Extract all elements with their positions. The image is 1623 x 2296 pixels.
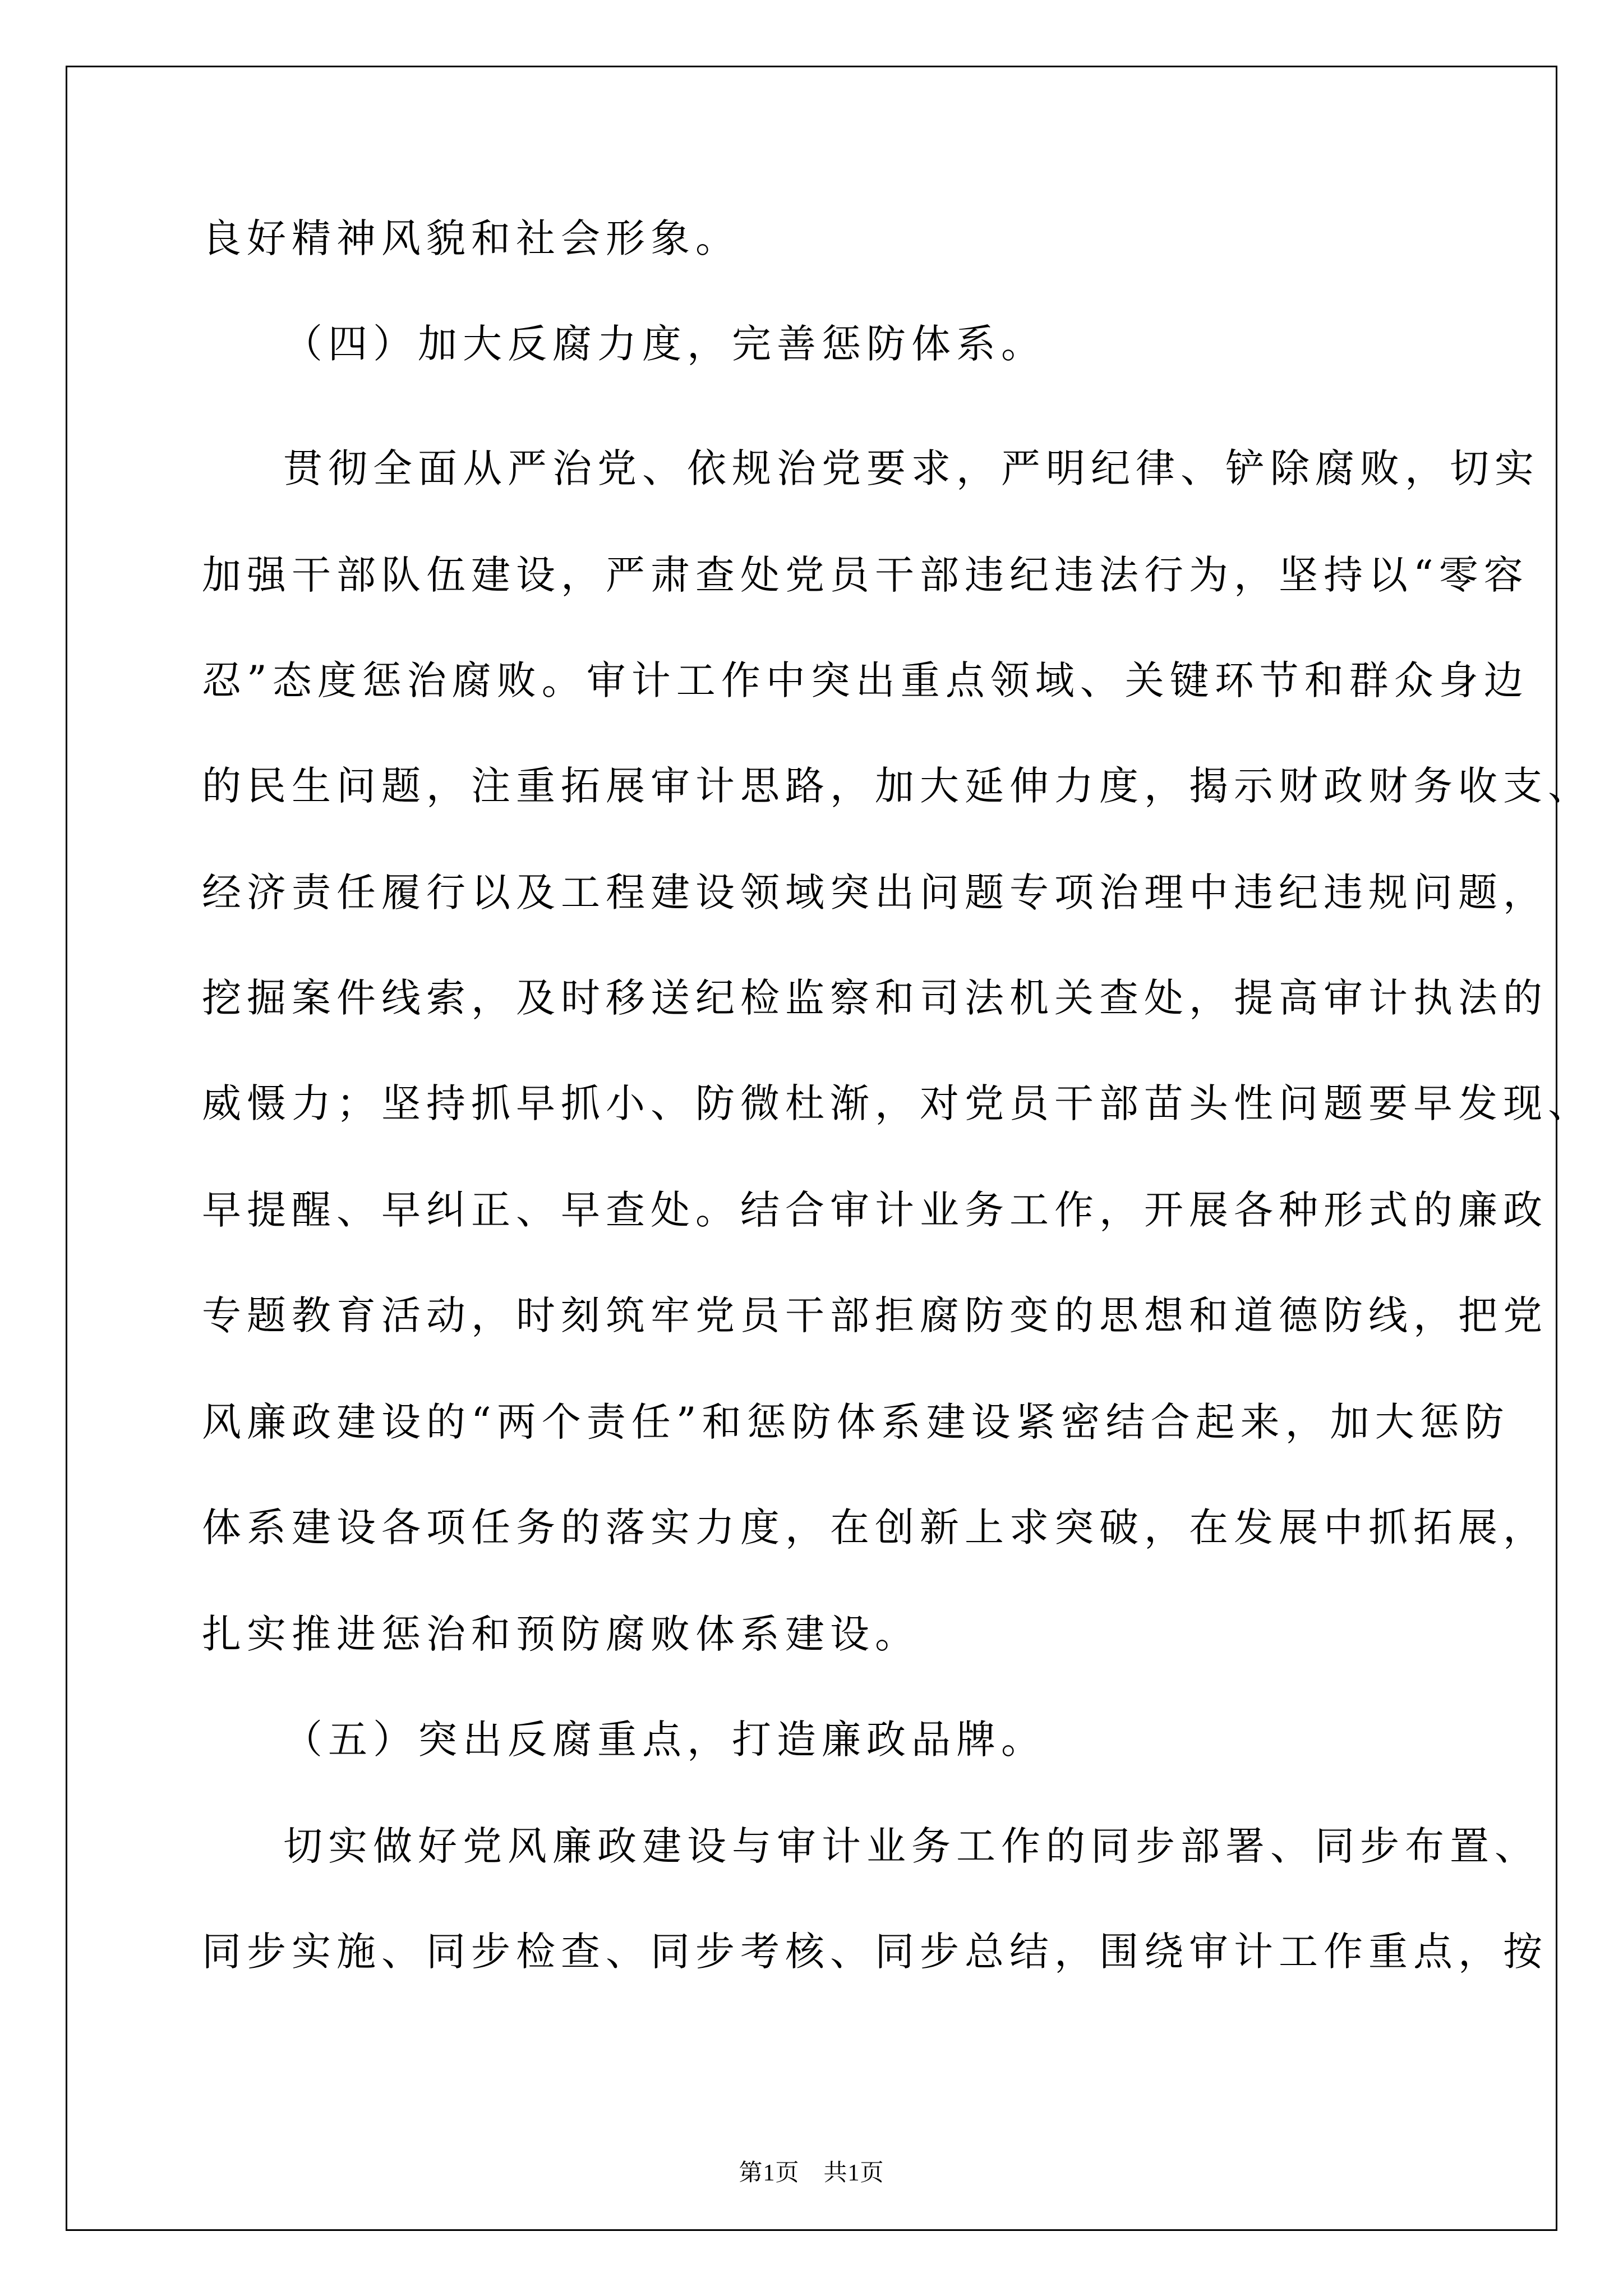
text-line: 加强干部队伍建设，严肃查处党员干部违纪违法行为，坚持以“零容 — [202, 552, 1529, 598]
text-line: 忍”态度惩治腐败。审计工作中突出重点领域、关键环节和群众身边 — [202, 657, 1529, 703]
section-heading: （五）突出反腐重点，打造廉政品牌。 — [283, 1717, 1046, 1763]
text-line: 挖掘案件线索，及时移送纪检监察和司法机关查处，提高审计执法的 — [202, 975, 1548, 1021]
text-line: 体系建设各项任务的落实力度，在创新上求突破，在发展中抓拓展， — [202, 1504, 1548, 1550]
text-line: 风廉政建设的“两个责任”和惩防体系建设紧密结合起来，加大惩防 — [202, 1399, 1510, 1445]
text-line: 同步实施、同步检查、同步考核、同步总结，围绕审计工作重点，按 — [202, 1929, 1548, 1975]
text-line: 切实做好党风廉政建设与审计业务工作的同步部署、同步布置、 — [283, 1823, 1539, 1869]
text-line: 良好精神风貌和社会形象。 — [202, 215, 740, 261]
section-heading: （四）加大反腐力度，完善惩防体系。 — [283, 321, 1046, 367]
page-border — [66, 66, 1557, 2231]
text-line: 经济责任履行以及工程建设领域突出问题专项治理中违纪违规问题， — [202, 869, 1548, 915]
text-line: 威慑力；坚持抓早抓小、防微杜渐，对党员干部苗头性问题要早发现、 — [202, 1080, 1593, 1126]
text-line: 的民生问题，注重拓展审计思路，加大延伸力度，揭示财政财务收支、 — [202, 763, 1593, 809]
text-line: 专题教育活动，时刻筑牢党员干部拒腐防变的思想和道德防线，把党 — [202, 1292, 1548, 1338]
page-number: 第1页 共1页 — [739, 2160, 884, 2186]
text-line: 扎实推进惩治和预防腐败体系建设。 — [202, 1611, 920, 1657]
text-line: 贯彻全面从严治党、依规治党要求，严明纪律、铲除腐败，切实 — [283, 445, 1539, 491]
text-line: 早提醒、早纠正、早查处。结合审计业务工作，开展各种形式的廉政 — [202, 1187, 1548, 1233]
